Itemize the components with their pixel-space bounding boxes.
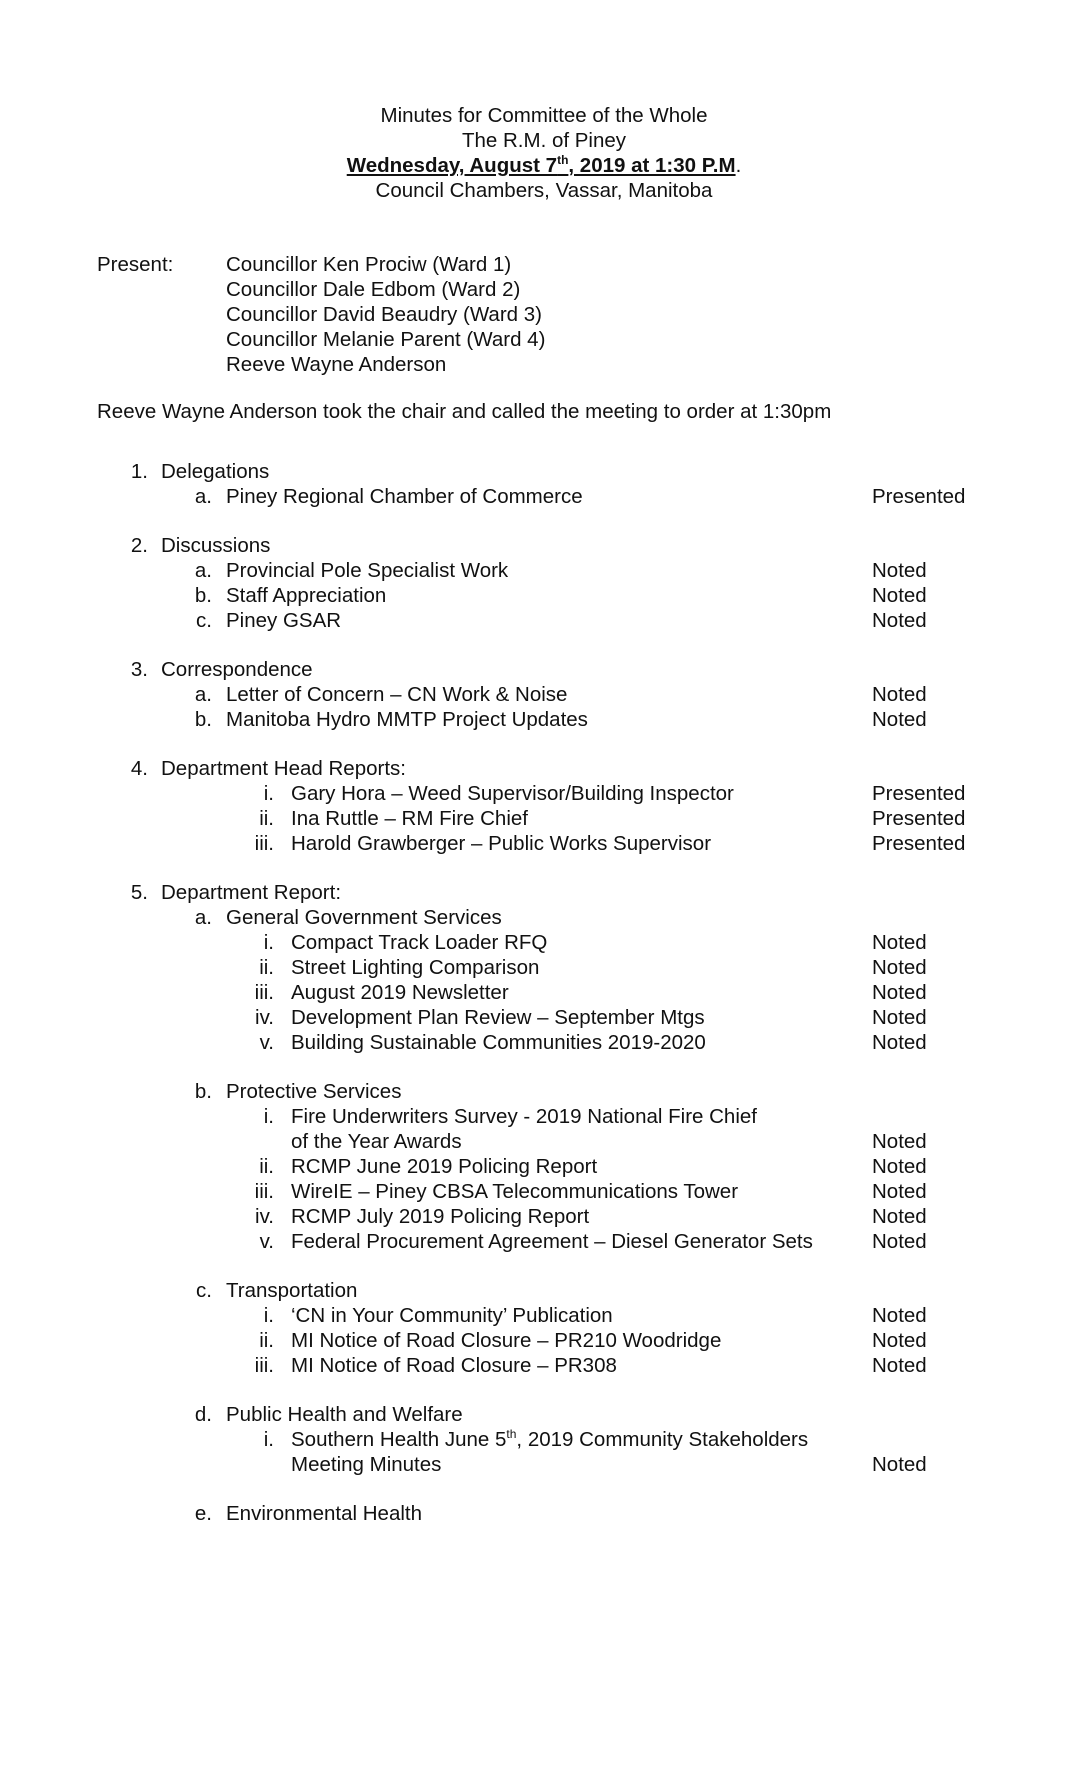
agenda-item: ii. MI Notice of Road Closure – PR210 Woodridge Noted	[259, 1329, 927, 1352]
section-heading: 3. Correspondence	[130, 658, 313, 681]
status-label: Noted	[872, 559, 927, 582]
present-label: Present:	[97, 253, 174, 276]
agenda-item: ii. RCMP June 2019 Policing Report Noted	[259, 1155, 927, 1178]
attendee: Councillor Dale Edbom (Ward 2)	[226, 278, 521, 301]
document-title: Minutes for Committee of the Whole	[380, 104, 708, 127]
status-label: Noted	[872, 1155, 927, 1178]
status-label: Noted	[872, 1354, 927, 1377]
status-label: Noted	[872, 1130, 927, 1153]
agenda-item: i. Fire Underwriters Survey - 2019 National Fire Chief	[263, 1105, 757, 1128]
agenda-item-continuation: Meeting Minutes Noted	[291, 1453, 927, 1476]
status-label: Noted	[872, 1304, 927, 1327]
agenda-item: v. Building Sustainable Communities 2019-2020 Noted	[259, 1031, 927, 1054]
status-label: Noted	[872, 1453, 927, 1476]
agenda-item: a. Piney Regional Chamber of Commerce Presented	[194, 485, 966, 508]
status-label: Noted	[872, 931, 927, 954]
status-label: Presented	[872, 832, 966, 855]
status-label: Noted	[872, 1230, 927, 1253]
agenda-item-continuation: of the Year Awards Noted	[291, 1130, 927, 1153]
subsection-heading: e. Environmental Health	[194, 1502, 422, 1525]
status-label: Noted	[872, 981, 927, 1004]
agenda-item: c. Piney GSAR Noted	[196, 609, 927, 632]
status-label: Noted	[872, 584, 927, 607]
agenda-item: ii. Ina Ruttle – RM Fire Chief Presented	[259, 807, 966, 830]
subsection-heading: d. Public Health and Welfare	[194, 1403, 463, 1426]
attendee: Reeve Wayne Anderson	[226, 353, 447, 376]
agenda-item: a. Provincial Pole Specialist Work Noted	[194, 559, 927, 582]
status-label: Noted	[872, 1205, 927, 1228]
status-label: Noted	[872, 708, 927, 731]
document-header	[0, 103, 1088, 203]
agenda-item: iii. August 2019 Newsletter Noted	[254, 981, 927, 1004]
subsection-heading: a. General Government Services	[194, 906, 502, 929]
status-label: Presented	[872, 485, 966, 508]
agenda-item: a. Letter of Concern – CN Work & Noise Noted	[194, 683, 927, 706]
attendee: Councillor David Beaudry (Ward 3)	[226, 303, 542, 326]
meeting-date: Wednesday, August 7th, 2019 at 1:30 P.M.	[346, 153, 742, 177]
municipality-name: The R.M. of Piney	[461, 129, 627, 152]
attendee-list	[226, 252, 545, 377]
agenda-item: i. Compact Track Loader RFQ Noted	[263, 931, 927, 954]
status-label: Presented	[872, 807, 966, 830]
subsection-heading: c. Transportation	[196, 1279, 358, 1302]
agenda-item: b. Manitoba Hydro MMTP Project Updates Noted	[194, 708, 927, 731]
agenda-item: v. Federal Procurement Agreement – Diesel Generator Sets Noted	[259, 1230, 927, 1253]
agenda-item: iv. Development Plan Review – September Mtgs Noted	[255, 1006, 927, 1029]
status-label: Noted	[872, 1031, 927, 1054]
agenda-list	[0, 459, 1088, 1526]
status-label: Noted	[872, 609, 927, 632]
agenda-item: i. Gary Hora – Weed Supervisor/Building Inspector Presented	[263, 782, 966, 805]
section-heading: 4. Department Head Reports:	[130, 757, 406, 780]
agenda-item: b. Staff Appreciation Noted	[194, 584, 927, 607]
agenda-item: iii. WireIE – Piney CBSA Telecommunications Tower Noted	[254, 1180, 927, 1203]
status-label: Noted	[872, 1006, 927, 1029]
agenda-item: iv. RCMP July 2019 Policing Report Noted	[255, 1205, 927, 1228]
agenda-item: iii. MI Notice of Road Closure – PR308 Noted	[254, 1354, 927, 1377]
attendee: Councillor Melanie Parent (Ward 4)	[226, 328, 546, 351]
agenda-item: iii. Harold Grawberger – Public Works Supervisor Presented	[254, 832, 966, 855]
status-label: Presented	[872, 782, 966, 805]
section-heading: 2. Discussions	[130, 534, 271, 557]
status-label: Noted	[872, 956, 927, 979]
agenda-item: ii. Street Lighting Comparison Noted	[259, 956, 927, 979]
attendee: Councillor Ken Prociw (Ward 1)	[226, 253, 512, 276]
status-label: Noted	[872, 1180, 927, 1203]
agenda-item: i. Southern Health June 5th, 2019 Community Stakeholders	[263, 1427, 809, 1451]
meeting-location: Council Chambers, Vassar, Manitoba	[375, 179, 713, 202]
status-label: Noted	[872, 683, 927, 706]
opening-statement: Reeve Wayne Anderson took the chair and called the meeting to order at 1:30pm	[97, 400, 832, 423]
section-heading: 1. Delegations	[130, 460, 270, 483]
status-label: Noted	[872, 1329, 927, 1352]
agenda-item: i. ‘CN in Your Community’ Publication Noted	[263, 1304, 927, 1327]
section-heading: 5. Department Report:	[130, 881, 342, 904]
subsection-heading: b. Protective Services	[194, 1080, 402, 1103]
